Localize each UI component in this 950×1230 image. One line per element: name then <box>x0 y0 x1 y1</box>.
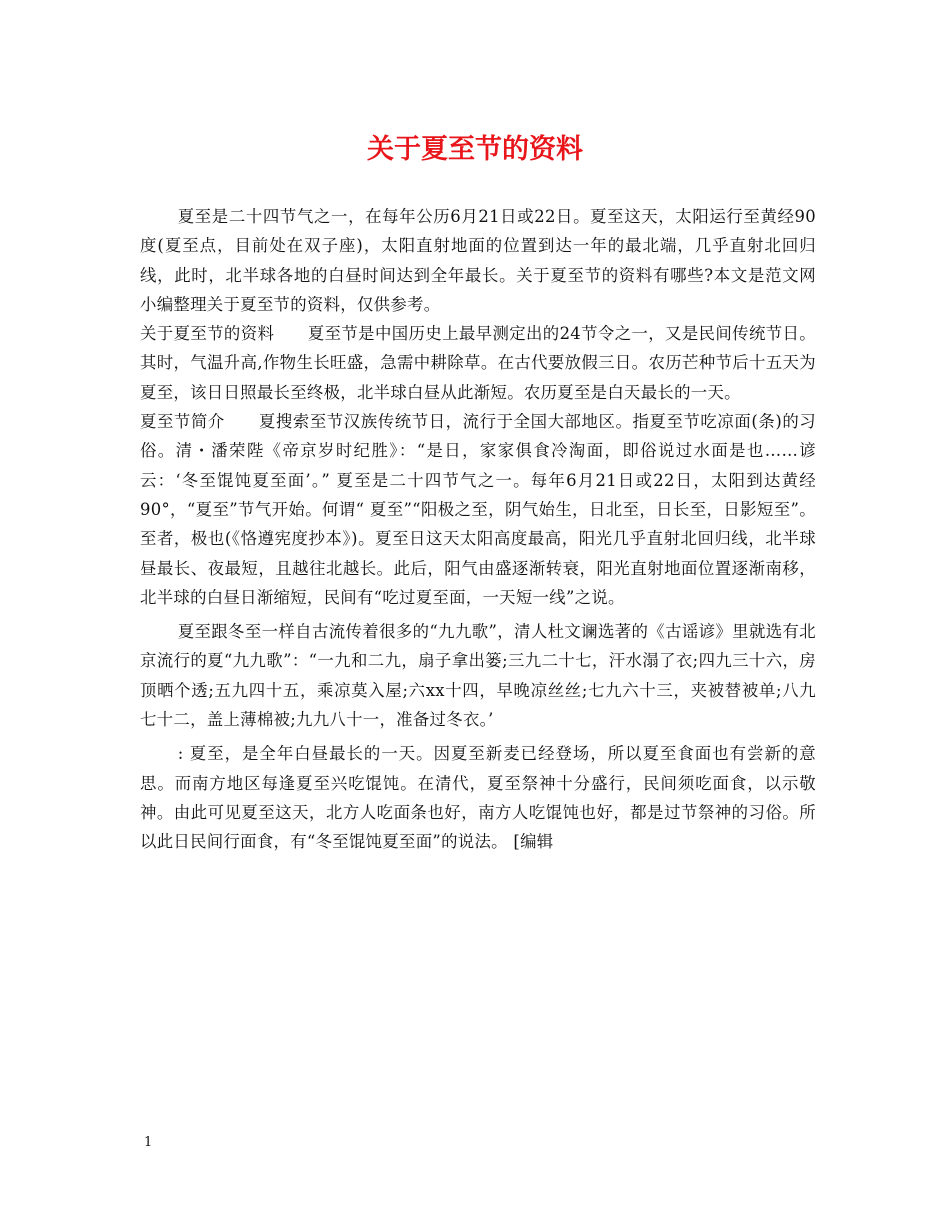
document-body <box>140 202 816 857</box>
paragraph-festival-intro: 夏至节简介 夏搜索至节汉族传统节日，流行于全国大部地区。指夏至节吃凉面(条)的习俗。清・潘荣陛《帝京岁时纪胜》：“是日，家家俱食冷淘面，即俗说过水面是也……谚云：‘冬至馄饨夏至面’。” 夏至是二十四节气之一。每年6月21日或22日，太阳到达黄经90°，“夏至”节气开始。何谓“ 夏至”“阳极之至，阴气始生，日北至，日长至，日影短至”。至者，极也(《恪遵宪度抄本》)。夏至日这天太阳高度最高，阳光几乎直射北回归线，北半球昼最长、夜最短，且越往北越长。此后，阳气由盛逐渐转衰，阳光直射地面位置逐渐南移，北半球的白昼日渐缩短，民间有“吃过夏至面，一天短一线”之说。 <box>140 412 816 607</box>
paragraph-about-summer-solstice: 关于夏至节的资料 夏至节是中国历史上最早测定出的24节令之一，又是民间传统节日。其时，气温升高,作物生长旺盛，急需中耕除草。在古代要放假三日。农历芒种节后十五天为夏至，该日日照最长至终极，北半球白昼从此渐短。农历夏至是白天最长的一天。 <box>140 324 816 402</box>
paragraph-nine-nine-song: 夏至跟冬至一样自古流传着很多的“九九歌”，清人杜文谰选著的《古谣谚》里就选有北京流行的夏“九九歌”：“一九和二九，扇子拿出篓;三九二十七，汗水溻了衣;四九三十六，房顶晒个透;五九四十五，乘凉莫入屋;六xx十四，早晚凉丝丝;七九六十三，夹被替被单;八九七十二，盖上薄棉被;九九八十一，准备过冬衣。’ <box>140 622 816 730</box>
paragraph-intro: 夏至是二十四节气之一，在每年公历6月21日或22日。夏至这天，太阳运行至黄经90度(夏至点，目前处在双子座)，太阳直射地面的位置到达一年的最北端，几乎直射北回归线，此时，北半球各地的白昼时间达到全年最长。关于夏至节的资料有哪些?本文是范文网小编整理关于夏至节的资料，仅供参考。 <box>140 207 816 314</box>
document-title: 关于夏至节的资料 <box>367 134 583 165</box>
page-number: 1 <box>144 1135 153 1150</box>
paragraph-food-customs: : 夏至，是全年白昼最长的一天。因夏至新麦已经登场，所以夏至食面也有尝新的意思。而南方地区每逢夏至兴吃馄饨。在清代，夏至祭神十分盛行，民间须吃面食，以示敬神。由此可见夏至这天，北方人吃面条也好，南方人吃馄饨也好，都是过节祭神的习俗。所以此日民间行面食，有“冬至馄饨夏至面”的说法。 [编辑 <box>140 744 816 852</box>
